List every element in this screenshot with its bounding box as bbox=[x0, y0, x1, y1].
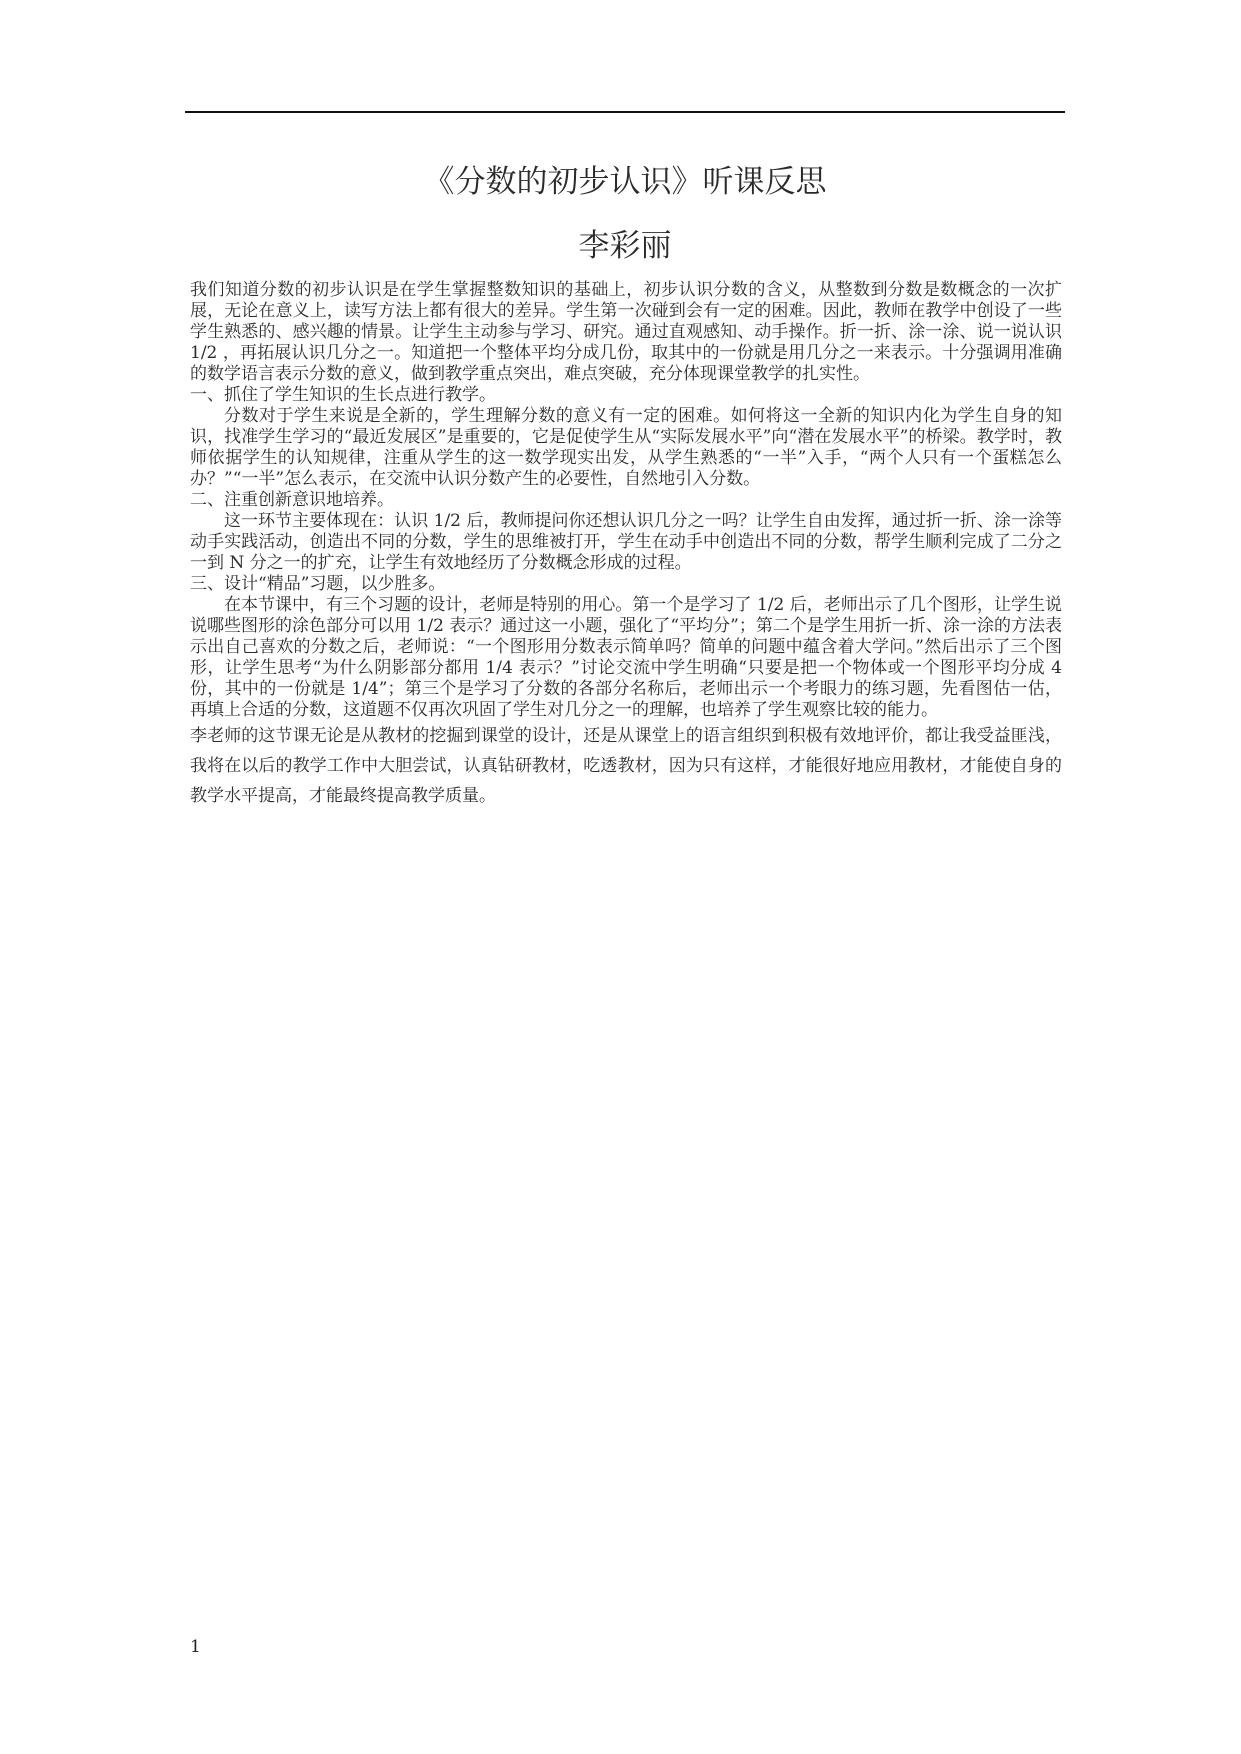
document-body bbox=[190, 280, 1062, 811]
document-title: 《分数的初步认识》听课反思 bbox=[423, 164, 827, 200]
section-1-paragraph: 分数对于学生来说是全新的，学生理解分数的意义有一定的困难。如何将这一全新的知识内化为学生自身的知识，找准学生学习的“最近发展区”是重要的，它是促使学生从“实际发展水平”向“潜在发展水平”的桥梁。教学时，教师依据学生的认知规律，注重从学生的这一数学现实出发，从学生熟悉的“一半”入手，“两个人只有一个蛋糕怎么办？”“一半”怎么表示，在交流中认识分数产生的必要性，自然地引入分数。 bbox=[190, 406, 1062, 489]
header-rule bbox=[185, 111, 1065, 113]
section-heading-1: 一、抓住了学生知识的生长点进行教学。 bbox=[190, 385, 496, 405]
section-heading-3: 三、设计“精品”习题，以少胜多。 bbox=[190, 574, 446, 594]
section-heading-2: 二、注重创新意识地培养。 bbox=[190, 490, 394, 510]
page-number: 1 bbox=[190, 1637, 201, 1657]
closing-paragraph: 李老师的这节课无论是从教材的挖掘到课堂的设计，还是从课堂上的语言组织到积极有效地评价，都让我受益匪浅，我将在以后的教学工作中大胆尝试，认真钻研教材，吃透教材，因为只有这样，才能很好地应用教材，才能使自身的教学水平提高，才能最终提高教学质量。 bbox=[190, 726, 1062, 806]
intro-paragraph: 我们知道分数的初步认识是在学生掌握整数知识的基础上，初步认识分数的含义，从整数到分数是数概念的一次扩展，无论在意义上，读写方法上都有很大的差异。学生第一次碰到会有一定的困难。因此，教师在教学中创设了一些学生熟悉的、感兴趣的情景。让学生主动参与学习、研究。通过直观感知、动手操作。折一折、涂一涂、说一说认识 1/2 ，再拓展认识几分之一。知道把一个整体平均分成几份，取其中的一份就是用几分之一来表示。十分强调用准确的数学语言表示分数的意义，做到教学重点突出，难点突破，充分体现课堂教学的扎实性。 bbox=[190, 280, 1062, 384]
section-2-paragraph: 这一环节主要体现在：认识 1/2 后，教师提问你还想认识几分之一吗？让学生自由发挥，通过折一折、涂一涂等动手实践活动，创造出不同的分数，学生的思维被打开，学生在动手中创造出不同的分数，帮学生顺利完成了二分之一到 N 分之一的扩充，让学生有效地经历了分数概念形成的过程。 bbox=[190, 511, 1062, 573]
section-3-paragraph: 在本节课中，有三个习题的设计，老师是特别的用心。第一个是学习了 1/2 后，老师出示了几个图形，让学生说说哪些图形的涂色部分可以用 1/2 表示？通过这一小题，强化了“平均分”；第二个是学生用折一折、涂一涂的方法表示出自己喜欢的分数之后，老师说：“一个图形用分数表示简单吗？简单的问题中蕴含着大学问。”然后出示了三个图形，让学生思考“为什么阴影部分都用 1/4 表示？”讨论交流中学生明确“只要是把一个物体或一个图形平均分成 4 份，其中的一份就是 1/4”；第三个是学习了分数的各部分名称后，老师出示一个考眼力的练习题，先看图估一估，再填上合适的分数，这道题不仅再次巩固了学生对几分之一的理解，也培养了学生观察比较的能力。 bbox=[190, 595, 1062, 720]
document-author: 李彩丽 bbox=[578, 228, 672, 264]
